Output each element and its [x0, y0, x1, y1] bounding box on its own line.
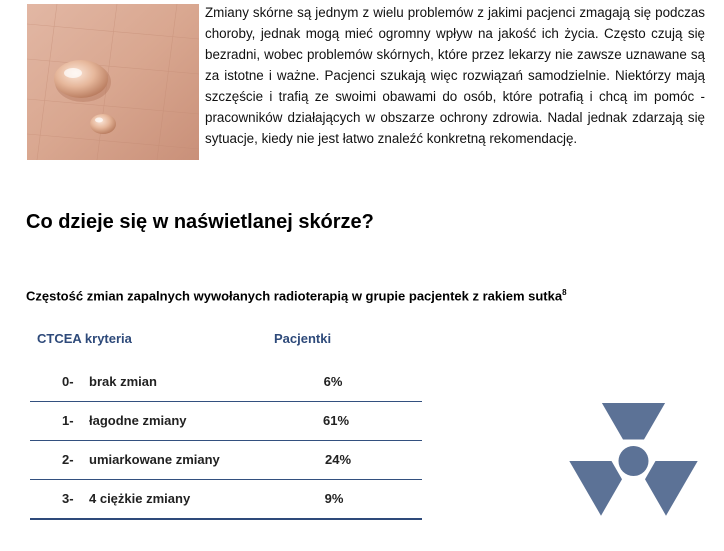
grade-percent: 24%: [324, 452, 352, 467]
grade-number: 2-: [62, 452, 74, 467]
grade-percent: 6%: [323, 374, 343, 389]
grade-number: 1-: [62, 413, 74, 428]
table-row: [30, 479, 422, 520]
table-row: [30, 440, 422, 480]
table-title: [26, 288, 567, 303]
table-row: [30, 401, 422, 441]
footnote-marker: 8: [562, 288, 567, 297]
radiation-symbol-icon: [566, 398, 701, 524]
grade-label: umiarkowane zmiany: [89, 452, 220, 467]
skin-droplet-photo: [27, 4, 199, 160]
grade-number: 0-: [62, 374, 74, 389]
column-header-patients: Pacjentki: [274, 331, 332, 346]
grade-percent: 9%: [324, 491, 344, 506]
table-title-text: Częstość zmian zapalnych wywołanych radioterapią w grupie pacjentek z rakiem sutka: [26, 288, 563, 304]
grade-label: brak zmian: [89, 374, 157, 389]
table-row: [30, 362, 422, 402]
column-header-criteria: CTCEA kryteria: [37, 331, 132, 346]
grade-percent: 61%: [322, 413, 350, 428]
grade-label: łagodne zmiany: [89, 413, 187, 428]
intro-paragraph: Zmiany skórne są jednym z wielu problemów z jakimi pacjenci zmagają się podczas choroby, jednak mogą mieć ogromny wpływ na jakość ich życia. Często czują się bezradni, wobec problemów skórnych, które przez lekarzy nie zawsze uznawane są za istotne i ważne. Pacjenci szukają więc rozwiązań samodzielnie. Niektórzy mają szczęście i trafią ze swoimi obawami do osób, które potrafią i chcą im pomóc - pracowników działających w obszarze ochrony zdrowia. Nadal jednak zdarzają się sytuacje, kiedy nie jest łatwo znaleźć konkretną rekomendację.: [205, 5, 705, 146]
grade-label: 4 ciężkie zmiany: [89, 491, 191, 506]
grade-number: 3-: [62, 491, 74, 506]
section-heading: Co dzieje się w naświetlanej skórze?: [26, 211, 374, 233]
